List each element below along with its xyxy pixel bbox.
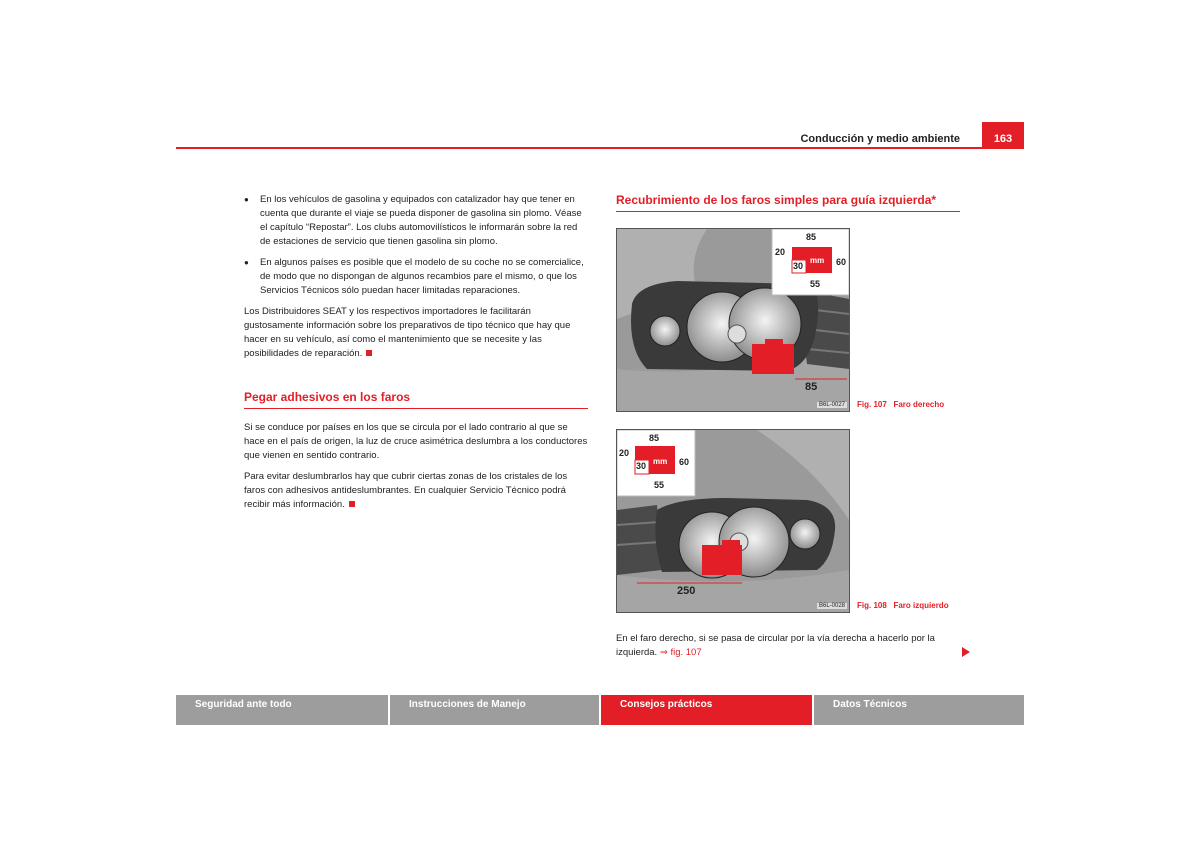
paragraph-dealers-text: Los Distribuidores SEAT y los respectivos importadores le facilitarán gustosamente información sobre los preparativos de tipo técnico que hay que hacer en su vehículo, así como el mantenimiento que se necesite y las posibilidades de reparación. [244, 306, 571, 359]
figure-107-caption [857, 400, 944, 409]
next-page-arrow-icon[interactable] [962, 647, 970, 657]
figure-107-link[interactable]: ⇒ fig. 107 [659, 647, 702, 658]
figure-code: B6L-0027 [819, 402, 846, 408]
dim-inner-left: 30 [793, 261, 804, 271]
figure-107-title: Faro derecho [893, 400, 945, 409]
paragraph-glare: Si se conduce por países en los que se circula por el lado contrario al que se hace en el país de origen, la luz de cruce asimétrica deslumbra a los conductores que vienen en sentido contrario. [244, 422, 588, 461]
dim-top: 85 [649, 433, 660, 443]
section-title-headlight-stickers: Pegar adhesivos en los faros [244, 390, 588, 409]
chapter-title: Conducción y medio ambiente [800, 133, 960, 145]
dim-unit: mm [653, 457, 668, 466]
left-column-section [244, 421, 588, 519]
paragraph-stickers [244, 470, 588, 512]
paragraph-right-headlight [616, 632, 960, 660]
figure-108-title: Faro izquierdo [893, 601, 949, 610]
nav-tab-operating-instructions[interactable]: Instrucciones de Manejo [390, 695, 599, 725]
figure-108-number: Fig. 108 [857, 601, 887, 610]
paragraph-stickers-text: Para evitar deslumbrarlos hay que cubrir ciertas zonas de los cristales de los faros con adhesivos antideslumbrantes. En cualquier Servicio Técnico podrá recibir más información. [244, 471, 568, 510]
dim-unit: mm [810, 256, 825, 265]
nav-tab-safety[interactable]: Seguridad ante todo [176, 695, 388, 725]
paragraph-dealers [244, 305, 588, 361]
dim-bottom: 55 [810, 279, 821, 289]
end-mark-icon [366, 350, 372, 356]
bullet-spare-parts: ● En algunos países es posible que el modelo de su coche no se comercialice, de modo que no dispongan de algunos recambios pare el mismo, o que los Servicios Técnicos sólo puedan hacer limitadas reparaciones. [244, 256, 588, 298]
dim-top: 85 [806, 232, 817, 242]
dim-distance: 85 [805, 381, 818, 393]
dim-bottom: 55 [654, 480, 665, 490]
figure-108-left-headlight [616, 429, 850, 613]
figure-108-caption [857, 601, 949, 610]
dim-right: 60 [836, 257, 847, 267]
bullet-unleaded-fuel: ● En los vehículos de gasolina y equipados con catalizador hay que tener en cuenta que durante el viaje se pueda disponer de gasolina sin plomo. Véase el capítulo “Repostar”. Los clubs automovilísticos le informarán sobre la red de estaciones de servicio que tienen gasolina sin plomo. [244, 193, 588, 249]
dim-distance: 250 [677, 585, 696, 597]
figure-107-number: Fig. 107 [857, 400, 887, 409]
section-title-headlight-covering: Recubrimiento de los faros simples para guía izquierda* [616, 193, 960, 212]
dim-inner-left: 30 [636, 461, 647, 471]
header-rule [176, 147, 1024, 149]
dim-right: 60 [679, 457, 690, 467]
page-number: 163 [982, 122, 1024, 148]
left-column [244, 193, 588, 368]
end-mark-icon [349, 501, 355, 507]
nav-tab-practical-tips[interactable]: Consejos prácticos [601, 695, 812, 725]
headlight-left-illustration [617, 430, 849, 612]
figure-107-right-headlight [616, 228, 850, 412]
paragraph-right-headlight-text: En el faro derecho, si se pasa de circular por la vía derecha a hacerlo por la izquierda. [616, 633, 935, 658]
nav-tab-technical-data[interactable]: Datos Técnicos [814, 695, 1024, 725]
dim-left: 20 [775, 247, 786, 257]
dim-left: 20 [619, 448, 630, 458]
figure-code: B6L-0028 [819, 603, 846, 609]
